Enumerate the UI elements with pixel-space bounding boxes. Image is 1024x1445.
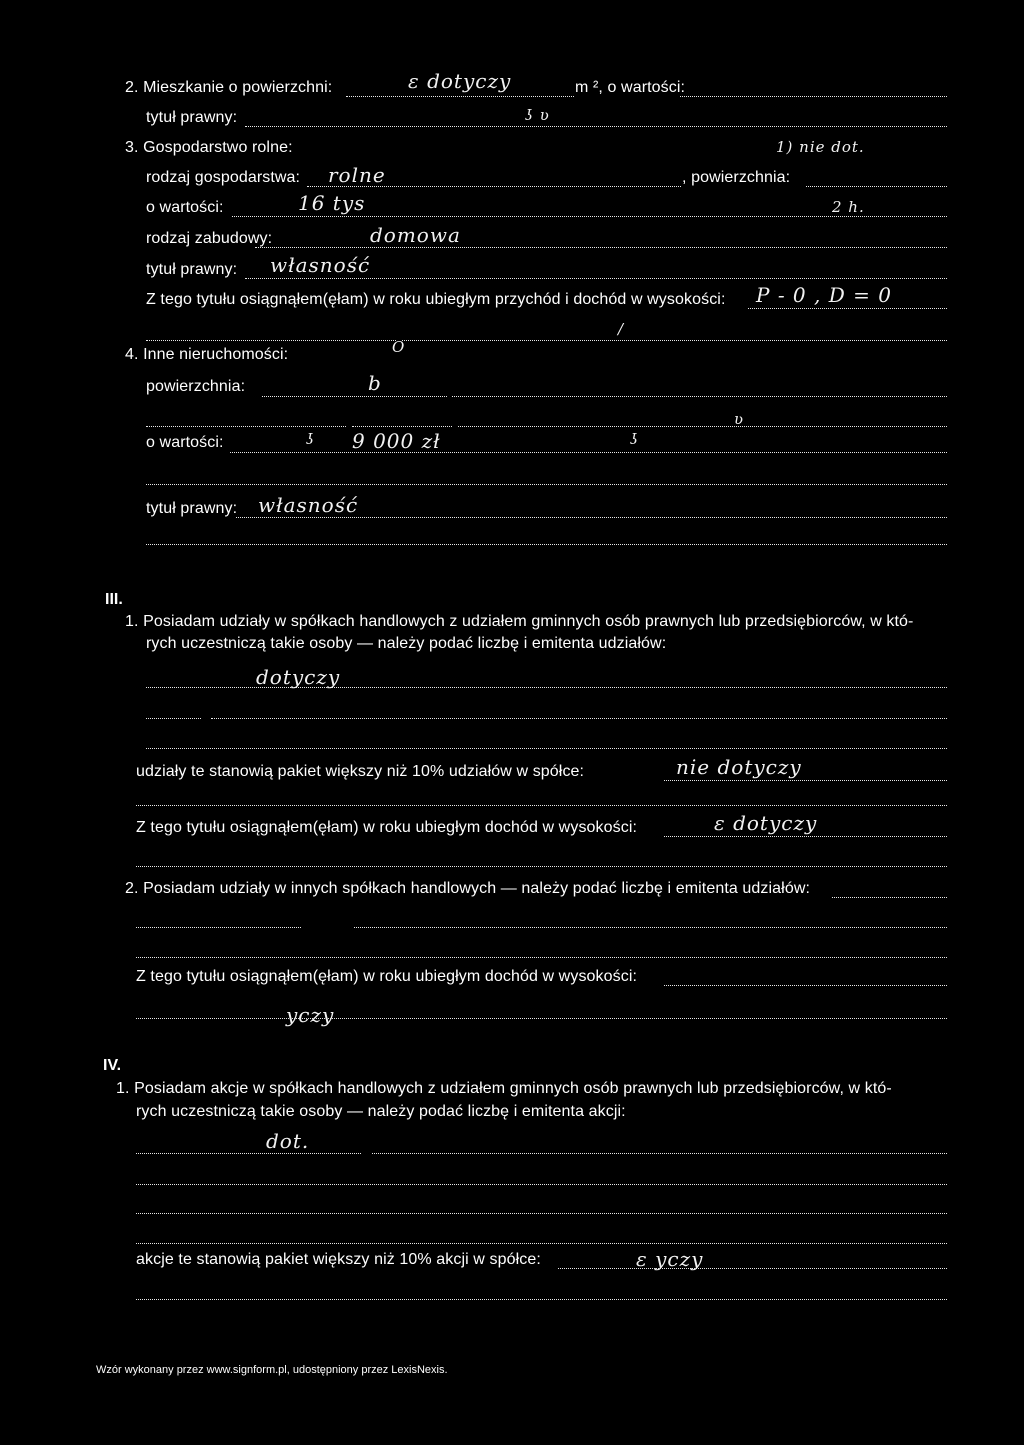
gospodarstwo-dochod-field[interactable] xyxy=(748,308,947,309)
udzialy-p1-line2: rych uczestniczą takie osoby — należy podać liczbę i emitenta udziałów: xyxy=(146,635,667,652)
mieszkanie-wartosc-field[interactable] xyxy=(680,96,947,97)
udzialy-p1-line1: 1. Posiadam udziały w spółkach handlowych z udziałem gminnych osób prawnych lub przedsiębiorców, w któ- xyxy=(125,613,914,630)
rodzaj-gospodarstwa-value: rolne xyxy=(328,163,386,187)
udzialy-pakiet-value: nie dotyczy xyxy=(676,755,802,779)
udzialy-pakiet-field[interactable] xyxy=(664,780,947,781)
inne-powierzchnia-field-b[interactable] xyxy=(452,396,947,397)
rodzaj-zabudowy-label: rodzaj zabudowy: xyxy=(146,230,273,247)
udzialy-p1-value: dotyczy xyxy=(256,665,341,689)
inne-powierzchnia-field-a[interactable] xyxy=(262,396,447,397)
inne-powierzchnia-label: powierzchnia: xyxy=(146,378,246,395)
udzialy-dochod2-field[interactable] xyxy=(664,985,947,986)
powierzchnia-value: 2 h. xyxy=(832,198,865,216)
akcje-p1-field-3[interactable] xyxy=(136,1213,947,1214)
inne-tytul-value: własność xyxy=(258,493,359,517)
inne-wartosc-label: o wartości: xyxy=(146,434,224,451)
udzialy-p2-extra-b[interactable] xyxy=(354,927,947,928)
rodzaj-zabudowy-field[interactable] xyxy=(255,247,947,248)
akcje-p1-line1: 1. Posiadam akcje w spółkach handlowych z udziałem gminnych osób prawnych lub przedsiębiorców, w któ- xyxy=(116,1080,892,1097)
powierzchnia-field[interactable] xyxy=(806,186,947,187)
gospodarstwo-note: 1) nie dot. xyxy=(776,138,865,156)
inne-nieruchomosci-mark: O xyxy=(392,338,406,356)
mieszkanie-tytul-value: ʖ ʋ xyxy=(525,106,550,124)
section-iii-heading: III. xyxy=(105,591,123,608)
inne-nieruchomosci-label: 4. Inne nieruchomości: xyxy=(125,346,289,363)
akcje-p1-line2: rych uczestniczą takie osoby — należy podać liczbę i emitenta akcji: xyxy=(136,1103,626,1120)
udzialy-p2-field[interactable] xyxy=(832,897,947,898)
akcje-pakiet-value: ɛ yczy xyxy=(636,1247,704,1271)
mieszkanie-field[interactable] xyxy=(346,96,574,97)
mieszkanie-tytul-field[interactable] xyxy=(245,126,947,127)
akcje-p1-field-b[interactable] xyxy=(372,1153,947,1154)
inne-wartosc-field[interactable] xyxy=(230,452,947,453)
gospodarstwo-extra-line-b[interactable] xyxy=(402,340,947,341)
akcje-p1-field-a[interactable] xyxy=(136,1153,361,1154)
udzialy-pakiet-label: udziały te stanowią pakiet większy niż 10% udziałów w spółce: xyxy=(136,763,585,780)
inne-extra-line-d[interactable] xyxy=(146,484,947,485)
udzialy-dochod2-extra-line[interactable] xyxy=(136,1018,947,1019)
udzialy-p1-field-2a[interactable] xyxy=(146,718,201,719)
inne-tytul-field[interactable] xyxy=(236,517,947,518)
inne-tytul-label: tytuł prawny: xyxy=(146,500,238,517)
gospodarstwo-extra-line-a[interactable] xyxy=(146,340,396,341)
udzialy-dochod2-value: yczy xyxy=(286,1003,335,1027)
udzialy-p2-extra-c[interactable] xyxy=(136,957,947,958)
inne-wartosc-value-b: 9 000 zł xyxy=(352,429,441,453)
inne-wartosc-value-a: ʖ xyxy=(306,430,316,448)
akcje-pakiet-field[interactable] xyxy=(558,1268,947,1269)
mieszkanie-tytul-label: tytuł prawny: xyxy=(146,109,238,126)
unit-m2-label: m ², o wartości: xyxy=(575,79,686,96)
mieszkanie-label: 2. Mieszkanie o powierzchni: xyxy=(125,79,333,96)
udzialy-pakiet-extra-line[interactable] xyxy=(136,805,947,806)
akcje-pakiet-extra-line[interactable] xyxy=(136,1299,947,1300)
akcje-pakiet-label: akcje te stanowią pakiet większy niż 10% akcji w spółce: xyxy=(136,1251,541,1268)
rodzaj-gospodarstwa-label: rodzaj gospodarstwa: xyxy=(146,169,301,186)
udzialy-dochod-value: ɛ dotyczy xyxy=(714,811,818,835)
inne-wartosc-value-c: ʖ xyxy=(630,430,640,448)
powierzchnia-label: , powierzchnia: xyxy=(682,169,791,186)
inne-powierzchnia-value: b xyxy=(368,371,382,395)
section-iv-heading: IV. xyxy=(103,1057,122,1074)
akcje-p1-field-2[interactable] xyxy=(136,1184,947,1185)
udzialy-dochod-label: Z tego tytułu osiągnąłem(ęłam) w roku ubiegłym dochód w wysokości: xyxy=(136,819,638,836)
gospodarstwo-wartosc-value: 16 tys xyxy=(298,191,366,215)
gospodarstwo-tytul-field[interactable] xyxy=(245,278,947,279)
rodzaj-zabudowy-value: domowa xyxy=(370,223,461,247)
gospodarstwo-wartosc-label: o wartości: xyxy=(146,199,224,216)
inne-extra-line-c[interactable] xyxy=(458,426,947,427)
udzialy-dochod2-label: Z tego tytułu osiągnąłem(ęłam) w roku ubiegłym dochód w wysokości: xyxy=(136,968,638,985)
gospodarstwo-wartosc-field[interactable] xyxy=(232,216,947,217)
gospodarstwo-tytul-value: własność xyxy=(270,253,371,277)
udzialy-p1-field-2b[interactable] xyxy=(211,718,947,719)
udzialy-dochod-field[interactable] xyxy=(664,836,947,837)
footer-note: Wzór wykonany przez www.signform.pl, udostępniony przez LexisNexis. xyxy=(96,1364,448,1376)
akcje-p1-value: dot. xyxy=(266,1129,310,1153)
mieszkanie-value: ɛ dotyczy xyxy=(408,69,512,93)
gospodarstwo-tytul-label: tytuł prawny: xyxy=(146,261,238,278)
udzialy-p2-line: 2. Posiadam udziały w innych spółkach handlowych — należy podać liczbę i emitenta udziałów: xyxy=(125,880,811,897)
gospodarstwo-extra-mark: / xyxy=(618,320,625,338)
inne-extra-line-b[interactable] xyxy=(352,426,452,427)
gospodarstwo-dochod-value: P - 0 , D = 0 xyxy=(756,283,892,307)
gospodarstwo-label: 3. Gospodarstwo rolne: xyxy=(125,139,293,156)
akcje-p1-field-4[interactable] xyxy=(136,1243,947,1244)
inne-extra-line-a[interactable] xyxy=(146,426,346,427)
inne-wartosc-mark-top: ʋ xyxy=(734,410,745,428)
udzialy-p1-field-3[interactable] xyxy=(146,748,947,749)
udzialy-dochod-extra-line[interactable] xyxy=(136,866,947,867)
inne-tytul-extra-line[interactable] xyxy=(146,544,947,545)
gospodarstwo-dochod-label: Z tego tytułu osiągnąłem(ęłam) w roku ubiegłym przychód i dochód w wysokości: xyxy=(146,291,726,308)
udzialy-p2-extra-a[interactable] xyxy=(136,927,301,928)
